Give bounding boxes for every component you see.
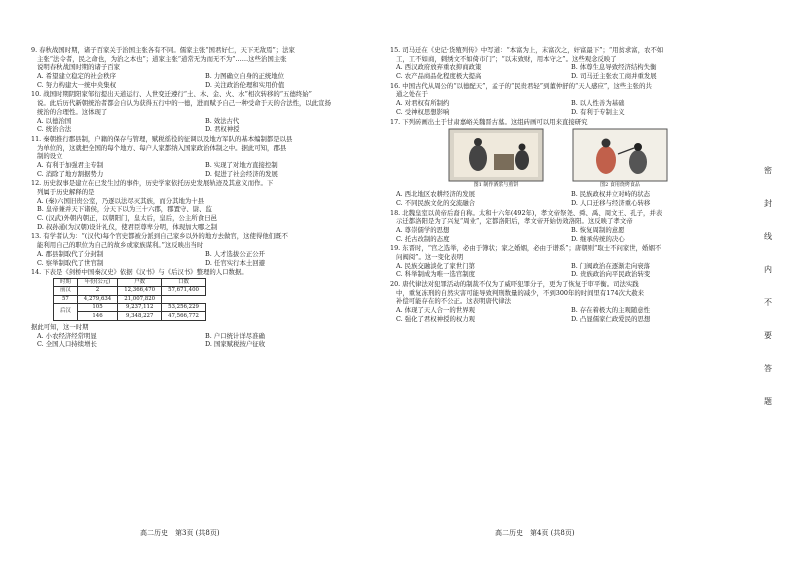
questions-column-left (31, 46, 367, 350)
answer-option: B. 存在着极大的主观随意性 (571, 306, 651, 315)
answer-option: A. 希望建立稳定的社会秩序 (37, 72, 116, 81)
table-header-cell: 户数 (118, 278, 162, 286)
answer-option: A. 西北地区农耕经济的发展 (396, 190, 475, 199)
table-header-cell: 时期 (54, 278, 78, 286)
question-text-line: 主张“法令者，民之命也，为治之本也”；道家主张“道常无为而无不为”……这些治国主张 (37, 54, 287, 63)
answer-options (31, 117, 367, 134)
answer-option: B. 皇帝兼并天下诸侯，分天下以为三十六郡，郡置守、尉、监 (37, 205, 212, 214)
answer-option: C. 消除了地方割据势力 (37, 169, 104, 178)
answer-option: D. 有利于专制主义 (571, 107, 625, 116)
answer-option: A. 体现了天人合一的世界观 (396, 306, 475, 315)
answer-option: C. 科举制成为唯一选官制度 (396, 270, 476, 279)
answer-option: A. 民族交融淡化了家世门第 (396, 261, 475, 270)
question-item (31, 46, 367, 89)
table-cell-population: 47,566,772 (162, 312, 206, 320)
seal-margin-char: 不 (764, 298, 772, 307)
seal-margin-char: 密 (764, 166, 772, 175)
question-text-line: 17. 下列砖画出土于甘肃嘉峪关魏晋古墓。这组砖画可以用来直接研究 (390, 117, 588, 126)
question-text-line: 统治的合理性。这体现了 (37, 107, 108, 116)
question-item (31, 135, 367, 178)
answer-option: A. 西汉政府放弃重农抑商政策 (396, 63, 482, 72)
question-text-line: 14. 下表是《剑桥中国秦汉史》依据《汉书》与《后汉书》整理的人口数据。 (31, 268, 248, 277)
answer-option: D. 继承传统的决心 (571, 234, 625, 243)
question-text-line: 说。此后历代新朝统治者都会自认为获得五行中的一德，进而赋予自己一种受命于天的合法性，以此宣扬 (37, 99, 331, 108)
answer-option: D. 关注政治伦理和实用价值 (205, 80, 285, 89)
answer-option: D. 贵族政治向平民政治转变 (571, 270, 651, 279)
answer-options (390, 190, 740, 207)
answer-options (390, 63, 740, 80)
table-cell-period: 后汉 (54, 304, 78, 321)
table-row (54, 295, 206, 303)
answer-option: C. 强化了君权神授的权力观 (396, 314, 476, 323)
question-text-line: 问阀阅”。这一变化表明 (396, 253, 464, 261)
question-text-line: 中，重复冻刑的自然灾害可能导致判刑数量的减少，不到300年的时间里有174次大赦来 (396, 288, 645, 297)
question-text-line: 16. 中国古代从周公的“以德配天”，孟子的“民贵君轻”到董仲舒的“天人感应”，这些主张的共 (390, 81, 652, 90)
table-row (54, 304, 206, 312)
answer-option: B. 民族政权并立对峙的状态 (571, 190, 651, 199)
question-text-line: 列属于历史解释的是 (37, 188, 95, 196)
answer-options (390, 99, 740, 116)
table-row (54, 287, 206, 295)
answer-option: B. 体尊生息导致经济结构失衡 (571, 63, 657, 72)
answer-option: C. 农产品商品化程度极大提高 (396, 72, 482, 81)
answer-option: A. 有利于加强君主专制 (37, 160, 104, 169)
question-text-line: 通之处在于 (396, 90, 428, 99)
answer-option: D. 国家赋税按户征收 (205, 340, 266, 349)
seal-margin-char: 线 (764, 232, 772, 241)
answer-option: C. 全国人口持续增长 (37, 340, 97, 349)
table-cell-year: 57 (54, 295, 78, 303)
figure-caption: 图1 制作酒浆与煎饼 (473, 182, 519, 189)
answer-option: C. 统治合法 (37, 125, 72, 134)
question-text-line: 据此可知，这一时期 (31, 322, 89, 331)
answer-option: B. 以人性善为基础 (571, 99, 625, 108)
table-cell-year: 146 (77, 312, 117, 320)
answer-option: D. 凸显儒家仁政爱民的思想 (571, 314, 651, 323)
question-item (390, 209, 740, 244)
answer-option: B. 人才选拔公正公开 (205, 249, 265, 258)
answer-option: A. 尊崇儒学的思想 (396, 225, 450, 234)
answer-option: A. (秦)六国旧贵公室，乃逐以法尽灭其族，而分其地为十县 (37, 196, 205, 205)
questions-column-right (390, 46, 740, 325)
answer-option: A. 郡县制取代了分封制 (37, 249, 104, 258)
answer-option: B. 恢复周制的意愿 (571, 225, 625, 234)
table-cell-households: 4,279,634 (77, 295, 117, 303)
answer-options (31, 332, 367, 349)
table-cell-period: 前汉 (54, 287, 78, 295)
answer-option: D. 君权神授 (205, 125, 240, 134)
question-text-line: 制的设立 (37, 152, 63, 161)
answer-options (31, 72, 367, 89)
brick-painting-figure (448, 128, 544, 189)
answer-options (31, 161, 367, 178)
table-header-cell: 口数 (162, 278, 206, 286)
answer-option: B. 实现了对地方直接控制 (205, 160, 278, 169)
question-text-line: 11. 秦朝推行郡县制，户籍的保存与管理，赋税徭役的征调以及地方军队的基本编制都是以县 (31, 134, 293, 143)
question-text-line: 19. 东晋时，“官之选举，必由于簿状；家之婚姻，必由于谱系”；唐朝则“取士不问家世，婚姻不 (390, 244, 662, 253)
question-text-line: 补偿可能存在的不公正。这表明唐代律法 (396, 297, 512, 306)
question-text-line: 18. 北魏皇室以黄帝后裔自称。太和十六年(492年)，孝文帝祭尧、舜、禹、周文王、孔子，并表 (390, 208, 663, 217)
population-table (53, 278, 206, 321)
table-header-cell: 年份(公元) (77, 278, 117, 286)
answer-option: A. 对君权有所制约 (396, 99, 450, 108)
page-footer-3: 高二历史 第3页 (共8页) (140, 529, 220, 537)
answer-options (390, 226, 740, 243)
answer-option: C. 受神权思想影响 (396, 107, 450, 116)
seal-margin-char: 题 (764, 397, 772, 406)
answer-option: D. 促进了社会经济的发展 (205, 169, 278, 178)
page-footer-4: 高二历史 第4页 (共8页) (495, 529, 575, 537)
seal-margin-char: 内 (764, 265, 772, 274)
table-cell-population: 53,256,229 (162, 304, 206, 312)
brick-painting-figure (572, 128, 668, 189)
answer-option: C. 察举制取代了世官制 (37, 258, 104, 267)
table-cell-year: 105 (77, 304, 117, 312)
answer-option: C. 托古改制的态度 (396, 234, 450, 243)
table-cell-year: 2 (77, 287, 117, 295)
answer-options (390, 306, 740, 323)
question-item (390, 46, 740, 81)
table-cell-households: 9,237,112 (118, 304, 162, 312)
page-4 (380, 0, 760, 568)
question-text-line: 9. 春秋战国时期，诸子百家关于治国主张各有不同。儒家主张“国君好仁，天下无敌焉”；法家 (31, 46, 295, 54)
answer-option: B. 效法古代 (205, 116, 240, 125)
question-item (390, 118, 740, 208)
brick-painting-image (448, 128, 544, 182)
answer-option: A. 以德治国 (37, 116, 72, 125)
question-item (390, 82, 740, 117)
question-text-line: 说明春秋战国时期的诸子百家 (37, 63, 121, 72)
answer-option: B. 门阀政治在逐渐走向衰落 (571, 261, 651, 270)
table-cell-households: 9,348,227 (118, 312, 162, 320)
answer-option: C. 努力构建大一统中央集权 (37, 80, 117, 89)
answer-option: D. 任官实行本土回避 (205, 258, 266, 267)
question-text-line: 13. 有学者认为：“(汉代)每个官史都被分派到自己家乡以外的地方去做官，这使得他们既不 (31, 232, 288, 241)
question-text-line: 示迁都洛阳是为了兴复“周业”，定都洛阳后，孝文帝开始仿效洛阳。这反映了孝文帝 (396, 217, 633, 226)
question-item (31, 268, 367, 349)
question-item (31, 90, 367, 133)
page-3 (0, 0, 380, 568)
brick-painting-image (572, 128, 668, 182)
seal-margin-char: 封 (764, 199, 772, 208)
answer-options (390, 262, 740, 279)
answer-option: B. 户口统计详尽准确 (205, 331, 265, 340)
question-text-line: 15. 司马迁在《史记·货殖列传》中写道：“本富为上，末富次之，奸富最下”；“用贫求富，农不如 (390, 46, 664, 54)
answer-option: D. 司马迁主张农工商并重发展 (571, 72, 657, 81)
figure-caption: 图2 食用烧烤食品 (600, 182, 640, 189)
question-text-line: 10. 战国时期阴阳家邹衍提出天道运行、人世变迁遵行“土、木、金、火、水”相次转移的“五德终始” (31, 90, 312, 99)
table-cell-population: 57,671,400 (162, 287, 206, 295)
answer-option: A. 小农经济经常明显 (37, 331, 97, 340)
answer-option: D. 人口迁移与经济重心转移 (571, 198, 651, 207)
seal-margin (732, 0, 794, 568)
answer-option: C. (汉武)外朝内朝正，以朝阳门，皇太后，皇后，公主所食曰邑 (37, 214, 217, 223)
question-text-line: 12. 历史叙事是建立在已发生过的事件，历史学家依托历史发展轨迹及其意义而作。下 (31, 179, 274, 188)
question-item (31, 179, 367, 231)
answer-options (31, 250, 367, 267)
question-item (390, 244, 740, 279)
question-item (31, 232, 367, 267)
question-text-line: 20. 唐代律法对犯罪活动的制裁不仅为了威吓犯罪分子，更为了恢复于审平衡。司法实践 (390, 280, 639, 289)
question-text-line: 工，工不如商，刺绣文不如倚市门”；“以末致财，用本守之”。这些观念反映了 (396, 54, 617, 63)
answer-options (31, 197, 367, 232)
seal-margin-char: 要 (764, 331, 772, 340)
question-item (390, 280, 740, 323)
table-cell-population: 21,007,820 (118, 295, 162, 303)
figure-group (448, 128, 740, 189)
question-text-line: 为单位的，这就把全国的每个地方、每户人家都纳入国家政治体制之中。据此可知，郡县 (37, 143, 287, 152)
answer-option: B. 力图确立自身的正统地位 (205, 72, 285, 81)
seal-margin-char: 答 (764, 364, 772, 373)
table-cell-households: 12,366,470 (118, 287, 162, 295)
answer-option: D. 叔孙通(为汉朝)设计礼仪，使君臣尊卑分明，体现加大哪之制 (37, 222, 218, 231)
question-text-line: 能利用自己的职位为自己的故乡或家族谋利。”这反映出当时 (37, 241, 204, 250)
answer-option: C. 不同民族文化的交流融合 (396, 198, 476, 207)
